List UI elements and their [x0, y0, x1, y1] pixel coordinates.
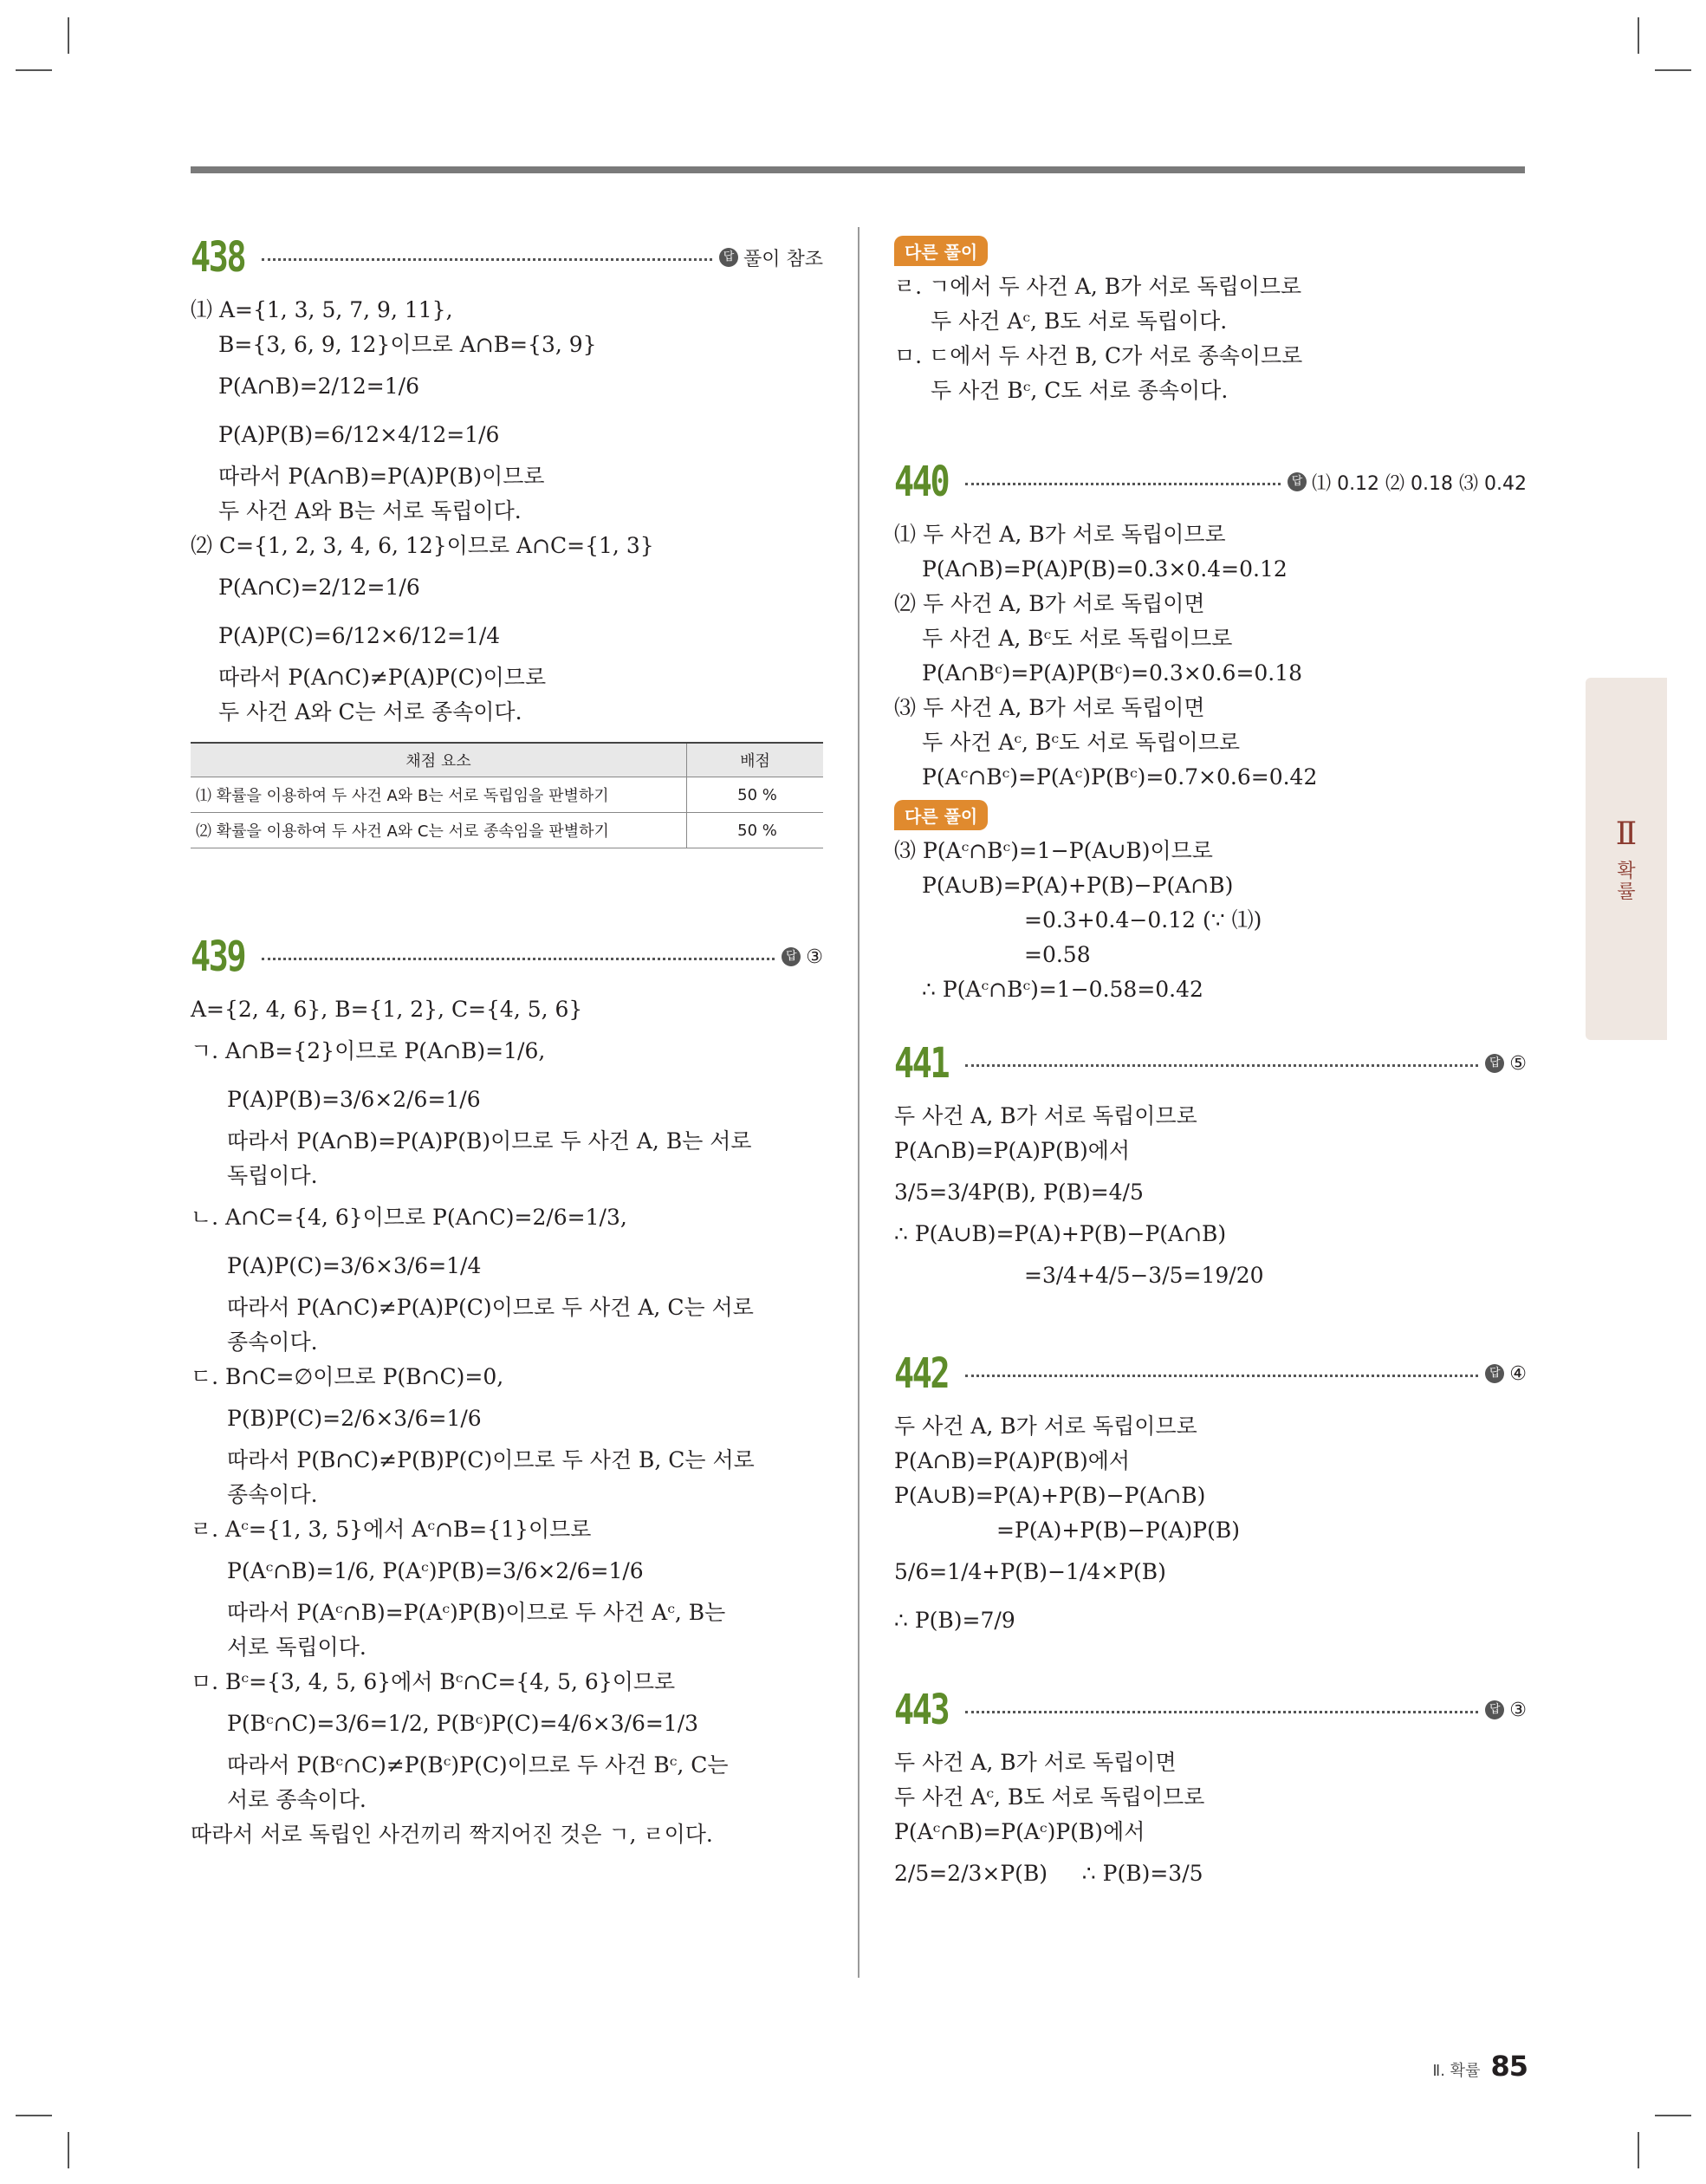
solution-line: 서로 종속이다. — [227, 1787, 366, 1812]
answer-text: ④ — [1509, 1362, 1527, 1385]
problem-number: 439 — [191, 933, 245, 981]
crop-mark — [68, 17, 69, 54]
solution-line: =0.3+0.4−0.12 (∵ ⑴) — [1024, 907, 1262, 933]
solution-line: ⑵ C={1, 2, 3, 4, 6, 12}이므로 A∩C={1, 3} — [191, 533, 654, 558]
solution-line: P(A∩B)=P(A)P(B)=0.3×0.4=0.12 — [922, 556, 1288, 582]
problem-header — [894, 452, 1527, 512]
solution-line: P(A)P(C)=3/6×3/6=1/4 — [227, 1253, 482, 1278]
solution-line: P(Aᶜ∩Bᶜ)=P(Aᶜ)P(Bᶜ)=0.7×0.6=0.42 — [922, 764, 1318, 790]
problem-header — [894, 1343, 1527, 1404]
answer-label — [782, 946, 823, 968]
solution-line: P(A∪B)=P(A)+P(B)−P(A∩B) — [922, 873, 1234, 898]
solution-line: 5/6=1/4+P(B)−1/4×P(B) — [894, 1559, 1166, 1584]
chapter-word-char: 확 — [1617, 861, 1636, 882]
solution-line: ⑴ 두 사건 A, B가 서로 독립이므로 — [894, 522, 1226, 547]
alt-solution-439 — [894, 231, 1527, 408]
crop-mark — [1638, 17, 1639, 54]
solution-line: 따라서 P(A∩C)≠P(A)P(C)이므로 — [218, 665, 547, 690]
problem-438 — [191, 227, 823, 848]
solution-line: 따라서 P(A∩B)=P(A)P(B)이므로 두 사건 A, B는 서로 — [227, 1128, 752, 1154]
solution-line: P(A∪B)=P(A)+P(B)−P(A∩B) — [894, 1483, 1206, 1508]
solution-line: P(A)P(B)=3/6×2/6=1/6 — [227, 1087, 481, 1112]
chapter-word — [1586, 861, 1667, 903]
alt-solution-tag: 다른 풀이 — [894, 800, 988, 830]
problem-header — [191, 926, 823, 987]
solution-line: P(B)P(C)=2/6×3/6=1/6 — [227, 1406, 482, 1431]
solution-line: 두 사건 Aᶜ, B도 서로 독립이다. — [931, 309, 1228, 334]
page-footer — [1432, 2050, 1528, 2083]
left-column — [191, 227, 823, 1852]
problem-header — [894, 1680, 1527, 1740]
crop-mark — [1655, 2115, 1691, 2116]
leader-dots — [262, 958, 775, 960]
page-number: 85 — [1490, 2050, 1528, 2083]
solution-line: P(Aᶜ∩B)=P(Aᶜ)P(B)에서 — [894, 1819, 1145, 1844]
problem-header — [894, 1033, 1527, 1094]
column-divider — [858, 227, 859, 1978]
problem-442 — [894, 1343, 1527, 1645]
solution-line: ⑴ A={1, 3, 5, 7, 9, 11}, — [191, 297, 453, 322]
answer-icon: 답 — [1485, 1700, 1504, 1719]
answer-text: ⑤ — [1509, 1052, 1527, 1075]
answer-icon: 답 — [782, 947, 801, 966]
solution-line: ㅁ. Bᶜ={3, 4, 5, 6}에서 Bᶜ∩C={4, 5, 6}이므로 — [191, 1669, 676, 1694]
solution-line: ㄹ. ㄱ에서 두 사건 A, B가 서로 독립이므로 — [894, 274, 1302, 299]
problem-440 — [894, 452, 1527, 1007]
solution-line: 따라서 P(A∩B)=P(A)P(B)이므로 — [218, 464, 545, 489]
answer-text: ⑴ 0.12 ⑵ 0.18 ⑶ 0.42 — [1312, 472, 1527, 495]
table-cell: ⑴ 확률을 이용하여 두 사건 A와 B는 서로 독립임을 판별하기 — [191, 777, 687, 813]
problem-443 — [894, 1680, 1527, 1898]
solution-line: 따라서 P(A∩C)≠P(A)P(C)이므로 두 사건 A, C는 서로 — [227, 1295, 754, 1320]
solution-line: ⑵ 두 사건 A, B가 서로 독립이면 — [894, 591, 1205, 616]
solution-line: P(A∩B)=P(A)P(B)에서 — [894, 1448, 1131, 1473]
solution-line: 두 사건 A, B가 서로 독립이면 — [894, 1750, 1177, 1775]
solution-line: 종속이다. — [227, 1329, 318, 1355]
solution-line: =3/4+4/5−3/5=19/20 — [1024, 1263, 1264, 1288]
table-header: 배점 — [687, 743, 824, 777]
solution-line: ∴ P(B)=7/9 — [894, 1608, 1015, 1633]
answer-icon: 답 — [719, 248, 738, 267]
answer-label — [1485, 1700, 1527, 1721]
solution-line: 따라서 P(Bᶜ∩C)≠P(Bᶜ)P(C)이므로 두 사건 Bᶜ, C는 — [227, 1752, 729, 1778]
table-cell: 50 % — [687, 777, 824, 813]
solution-line: P(A∩Bᶜ)=P(A)P(Bᶜ)=0.3×0.6=0.18 — [922, 660, 1303, 686]
table-row — [191, 777, 823, 813]
answer-label — [1485, 1363, 1527, 1385]
right-column — [894, 231, 1527, 1898]
problem-number: 442 — [894, 1349, 949, 1398]
leader-dots — [965, 1375, 1478, 1377]
solution-line: 두 사건 A와 B는 서로 독립이다. — [218, 498, 522, 523]
solution-line: 따라서 P(Aᶜ∩B)=P(Aᶜ)P(B)이므로 두 사건 Aᶜ, B는 — [227, 1600, 726, 1625]
solution-line: P(Bᶜ∩C)=3/6=1/2, P(Bᶜ)P(C)=4/6×3/6=1/3 — [227, 1711, 699, 1736]
crop-mark — [1638, 2132, 1639, 2168]
answer-label — [719, 244, 823, 271]
answer-text: 풀이 참조 — [743, 248, 823, 270]
chapter-word-char: 률 — [1617, 881, 1636, 903]
solution-line: P(A∩B)=P(A)P(B)에서 — [894, 1138, 1131, 1163]
solution-line: P(A∩C)=2/12=1/6 — [218, 575, 420, 600]
solution-line: 두 사건 A, B가 서로 독립이므로 — [894, 1103, 1197, 1128]
solution-line: P(Aᶜ∩B)=1/6, P(Aᶜ)P(B)=3/6×2/6=1/6 — [227, 1558, 644, 1583]
crop-mark — [16, 2115, 52, 2116]
crop-mark — [16, 69, 52, 71]
table-header-row — [191, 743, 823, 777]
crop-mark — [1655, 69, 1691, 71]
solution-line: =0.58 — [1024, 942, 1091, 967]
leader-dots — [262, 258, 712, 261]
solution-line: ㄷ. B∩C=∅이므로 P(B∩C)=0, — [191, 1364, 504, 1389]
solution-line: ㄹ. Aᶜ={1, 3, 5}에서 Aᶜ∩B={1}이므로 — [191, 1517, 592, 1542]
solution-line: 두 사건 Aᶜ, Bᶜ도 서로 독립이므로 — [922, 730, 1241, 755]
answer-icon: 답 — [1485, 1364, 1504, 1383]
answer-label — [1288, 469, 1527, 496]
alt-solution-tag: 다른 풀이 — [894, 236, 988, 266]
solution-line: 따라서 P(B∩C)≠P(B)P(C)이므로 두 사건 B, C는 서로 — [227, 1447, 755, 1472]
solution-line: 3/5=3/4P(B), P(B)=4/5 — [894, 1180, 1144, 1205]
problem-439 — [191, 926, 823, 1852]
solution-line: B={3, 6, 9, 12}이므로 A∩B={3, 9} — [218, 332, 597, 357]
chapter-roman: Ⅱ — [1615, 816, 1638, 852]
leader-dots — [965, 1711, 1478, 1713]
solution-line: 종속이다. — [227, 1482, 318, 1507]
solution-line: 두 사건 Aᶜ, B도 서로 독립이므로 — [894, 1784, 1205, 1810]
solution-line: 두 사건 A, Bᶜ도 서로 독립이므로 — [922, 626, 1233, 651]
leader-dots — [965, 483, 1281, 485]
answer-text: ③ — [806, 946, 823, 968]
table-row — [191, 813, 823, 848]
top-rule — [191, 166, 1525, 173]
problem-header — [191, 227, 823, 288]
answer-icon: 답 — [1288, 472, 1307, 491]
solution-line: 두 사건 A와 C는 서로 종속이다. — [218, 699, 522, 725]
solution-line: 두 사건 A, B가 서로 독립이므로 — [894, 1414, 1197, 1439]
solution-line: 따라서 서로 독립인 사건끼리 짝지어진 것은 ㄱ, ㄹ이다. — [191, 1822, 713, 1847]
solution-line: P(A)P(C)=6/12×6/12=1/4 — [218, 623, 501, 648]
solution-line: ⑶ P(Aᶜ∩Bᶜ)=1−P(A∪B)이므로 — [894, 838, 1213, 863]
solution-line: 2/5=2/3×P(B) ∴ P(B)=3/5 — [894, 1861, 1203, 1886]
footer-section: Ⅱ. 확률 — [1432, 2062, 1481, 2080]
problem-number: 441 — [894, 1039, 949, 1088]
solution-line: 두 사건 Bᶜ, C도 서로 종속이다. — [931, 378, 1229, 403]
solution-line: P(A)P(B)=6/12×4/12=1/6 — [218, 422, 500, 447]
solution-line: P(A∩B)=2/12=1/6 — [218, 374, 419, 399]
table-cell: ⑵ 확률을 이용하여 두 사건 A와 C는 서로 종속임을 판별하기 — [191, 813, 687, 848]
solution-line: ∴ P(Aᶜ∩Bᶜ)=1−0.58=0.42 — [922, 977, 1203, 1002]
chapter-side-tab — [1586, 678, 1667, 1040]
scoring-table — [191, 742, 823, 848]
answer-text: ③ — [1509, 1699, 1527, 1721]
solution-line: ㄱ. A∩B={2}이므로 P(A∩B)=1/6, — [191, 1038, 546, 1063]
solution-line: 서로 독립이다. — [227, 1635, 366, 1660]
problem-441 — [894, 1033, 1527, 1300]
problem-number: 443 — [894, 1686, 949, 1734]
solution-line: ㅁ. ㄷ에서 두 사건 B, C가 서로 종속이므로 — [894, 343, 1303, 368]
table-header: 채점 요소 — [191, 743, 687, 777]
table-cell: 50 % — [687, 813, 824, 848]
solution-line: A={2, 4, 6}, B={1, 2}, C={4, 5, 6} — [191, 997, 583, 1022]
solution-line: ㄴ. A∩C={4, 6}이므로 P(A∩C)=2/6=1/3, — [191, 1205, 627, 1230]
solution-line: ⑶ 두 사건 A, B가 서로 독립이면 — [894, 695, 1205, 720]
solution-line: 독립이다. — [227, 1163, 318, 1188]
answer-label — [1485, 1053, 1527, 1075]
answer-icon: 답 — [1485, 1054, 1504, 1073]
problem-number: 440 — [894, 458, 949, 506]
crop-mark — [68, 2132, 69, 2168]
leader-dots — [965, 1064, 1478, 1067]
solution-line: ∴ P(A∪B)=P(A)+P(B)−P(A∩B) — [894, 1221, 1227, 1246]
problem-number: 438 — [191, 233, 245, 282]
solution-line: =P(A)+P(B)−P(A)P(B) — [996, 1518, 1241, 1543]
